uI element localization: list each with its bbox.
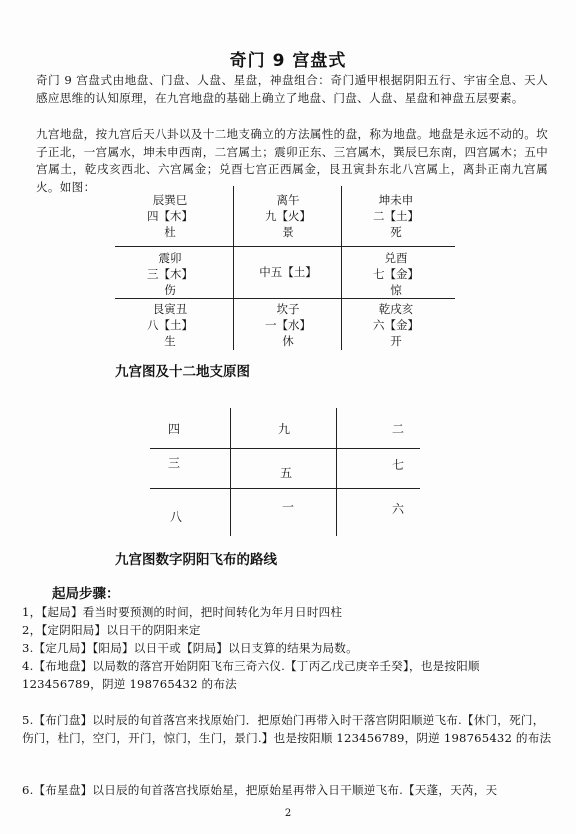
palace-cell-4 xyxy=(115,192,225,240)
step-item: 3.【定几局】【阳局】以日干或【阴局】以日支算的结果为局数。 xyxy=(22,641,358,655)
palace-branch: 坤未申 xyxy=(378,193,414,207)
grid-divider xyxy=(230,408,231,536)
palace-numeral: 八 xyxy=(170,510,183,524)
figure-caption-branch-grid: 九宫图及十二地支原图 xyxy=(115,364,250,380)
palace-number-element: 一【水】 xyxy=(265,318,311,332)
palace-gate: 生 xyxy=(164,334,176,348)
step-item: 4.【布地盘】以局数的落宫开始阴阳飞布三奇六仪.【丁丙乙戊己庚辛壬癸】，也是按阳顺123456789，阴逆 198765432 的布法 xyxy=(22,659,480,691)
palace-number-element: 中五【土】 xyxy=(259,265,317,279)
palace-cell-8 xyxy=(115,301,225,349)
palace-number-element: 四【木】 xyxy=(147,209,193,223)
step-item: 6.【布星盘】以日辰的旬首落宫找原始星，把原始星再带入日干顺逆飞布.【天蓬，天芮，天 xyxy=(22,783,498,797)
palace-numeral: 一 xyxy=(282,500,295,514)
palace-branch: 艮寅丑 xyxy=(152,302,188,316)
paragraph-intro: 奇门 9 宫盘式由地盘、门盘、人盘、星盘，神盘组合：奇门遁甲根据阴阳五行、宇宙全息、天人感应思维的认知原理，在九宫地盘的基础上确立了地盘、门盘、人盘、星盘和神盘五层要素。 xyxy=(36,73,548,105)
nine-palace-branch-grid xyxy=(115,186,455,356)
grid-divider xyxy=(115,298,455,299)
palace-cell-1 xyxy=(233,301,343,349)
palace-branch: 震卯 xyxy=(158,251,182,265)
palace-cell-6 xyxy=(341,301,451,349)
palace-gate: 景 xyxy=(282,225,294,239)
palace-number-element: 八【土】 xyxy=(147,318,193,332)
palace-gate: 开 xyxy=(390,334,402,348)
palace-cell-7 xyxy=(341,250,451,298)
palace-branch: 坎子 xyxy=(276,302,300,316)
palace-numeral: 四 xyxy=(168,422,181,436)
palace-branch: 离午 xyxy=(276,193,300,207)
palace-numeral: 五 xyxy=(280,466,293,480)
palace-gate: 惊 xyxy=(390,283,402,297)
palace-branch: 兑酉 xyxy=(384,251,408,265)
palace-gate: 休 xyxy=(282,334,294,348)
palace-branch: 辰巽巳 xyxy=(152,193,188,207)
step-item: 2，【定阴阳局】以日干的阴阳来定 xyxy=(22,623,201,637)
step-item: 1，【起局】看当时要预测的时间，把时间转化为年月日时四柱 xyxy=(22,605,343,619)
page-number: 2 xyxy=(284,808,292,819)
steps-heading: 起局步骤： xyxy=(52,586,120,602)
palace-numeral: 三 xyxy=(168,456,181,470)
palace-gate: 死 xyxy=(390,225,402,239)
nine-palace-number-grid xyxy=(150,408,420,536)
palace-number-element: 二【土】 xyxy=(373,209,419,223)
palace-branch: 乾戌亥 xyxy=(378,302,414,316)
figure-caption-number-grid: 九宫图数字阴阳飞布的路线 xyxy=(115,552,277,568)
palace-numeral: 二 xyxy=(392,422,405,436)
grid-divider xyxy=(150,488,420,489)
grid-divider xyxy=(115,246,455,247)
grid-divider xyxy=(336,408,337,536)
step-item: 5.【布门盘】以时辰的旬首落宫来找原始门．把原始门再带入时干落宫阴阳顺逆飞布.【休门，死门，伤门，杜门，空门，开门，惊门，生门，景门.】也是按阳顺 123456789，阴逆 198765432 的布法 xyxy=(22,713,552,745)
palace-cell-3 xyxy=(115,250,225,298)
palace-numeral: 九 xyxy=(278,422,291,436)
grid-divider xyxy=(150,448,420,449)
palace-gate: 杜 xyxy=(164,225,176,239)
paragraph-di-pan: 九宫地盘，按九宫后天八卦以及十二地支确立的方法属性的盘，称为地盘。地盘是永远不动的。坎子正北，一宫属水，坤未申西南，二宫属土；震卯正东、三宫属木，巽辰巳东南，四宫属木；五中宫属土，乾戌亥西北、六宫属金；兑酉七宫正西属金，艮丑寅卦东北八宫属上，离卦正南九宫属火。如图： xyxy=(36,127,548,194)
palace-number-element: 七【金】 xyxy=(373,267,419,281)
palace-cell-9 xyxy=(233,192,343,240)
palace-cell-5 xyxy=(233,264,343,280)
palace-number-element: 九【火】 xyxy=(265,209,311,223)
palace-gate: 伤 xyxy=(164,283,176,297)
page-title: 奇门 9 宫盘式 xyxy=(229,51,347,71)
palace-number-element: 六【金】 xyxy=(373,318,419,332)
palace-cell-2 xyxy=(341,192,451,240)
palace-numeral: 六 xyxy=(392,502,405,516)
palace-number-element: 三【木】 xyxy=(147,267,193,281)
palace-numeral: 七 xyxy=(392,458,405,472)
